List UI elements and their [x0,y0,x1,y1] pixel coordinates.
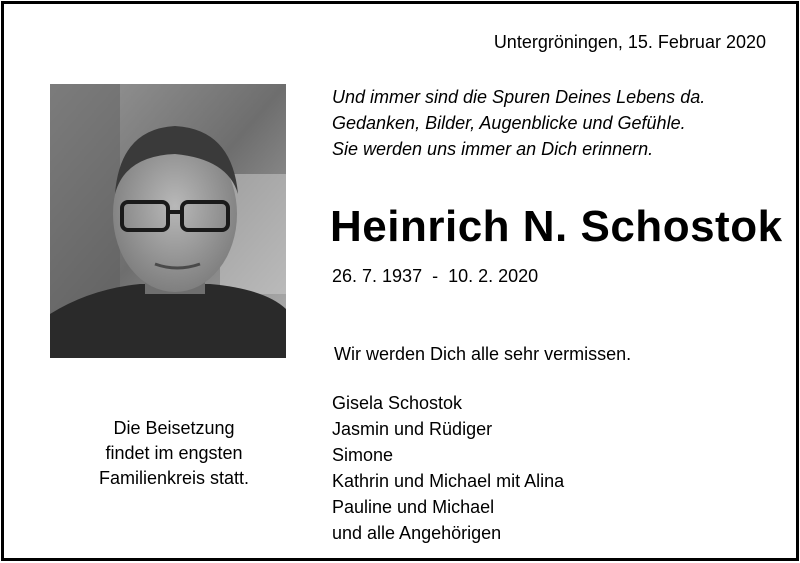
portrait-photo [50,84,286,358]
mourner: Pauline und Michael [332,497,495,517]
poem-line: Und immer sind die Spuren Deines Lebens da. [332,87,706,107]
burial-line: Die Beisetzung [113,418,235,438]
life-dates: 26. 7. 1937 - 10. 2. 2020 [332,266,539,286]
mourners-list [332,390,564,546]
place-date: Untergröningen, 15. Februar 2020 [493,32,766,52]
mourner: und alle Angehörigen [332,523,502,543]
poem-line: Gedanken, Bilder, Augenblicke und Gefühle. [332,113,686,133]
mourner: Gisela Schostok [332,393,463,413]
burial-line: Familienkreis statt. [98,468,250,488]
mourner: Jasmin und Rüdiger [332,419,493,439]
mourning-message: Wir werden Dich alle sehr vermissen. [334,344,632,364]
mourner: Kathrin und Michael mit Alina [332,471,565,491]
obituary-card [1,1,799,561]
deceased-name: Heinrich N. Schostok [330,202,783,251]
poem [332,84,705,162]
poem-line: Sie werden uns immer an Dich erinnern. [332,139,654,159]
mourner: Simone [332,445,394,465]
portrait-image [50,84,286,358]
burial-line: findet im engsten [105,443,243,463]
burial-notice [84,416,264,491]
